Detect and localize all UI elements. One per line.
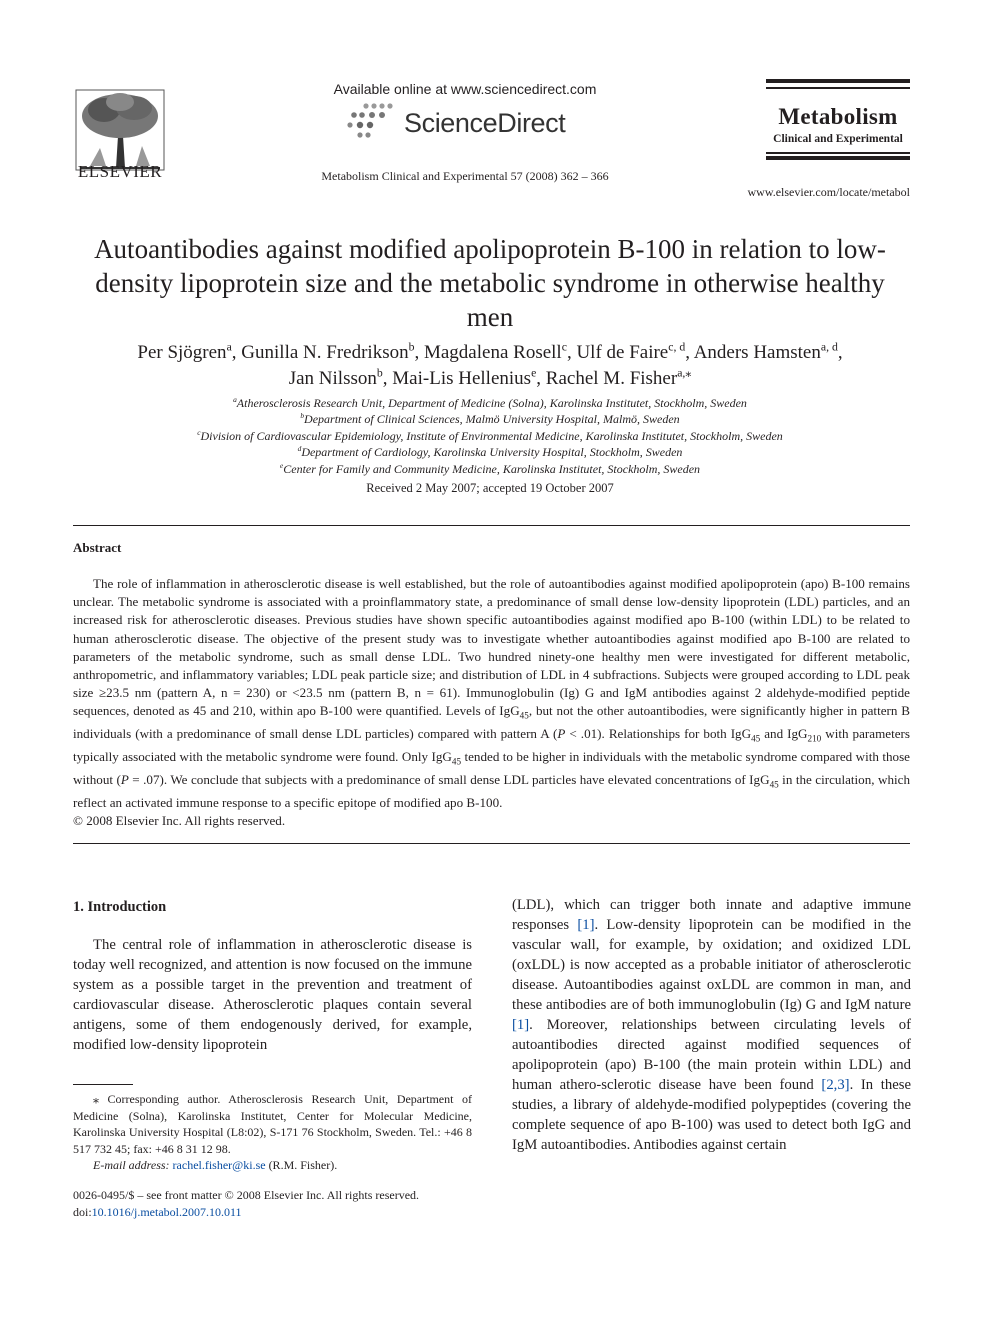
author-affiliation-marker: a <box>226 340 232 354</box>
affiliation-a <box>70 395 910 411</box>
author-list <box>60 340 920 392</box>
section-heading-introduction: 1. Introduction <box>73 899 167 915</box>
divider-bottom <box>73 843 910 844</box>
affiliation-text: Department of Cardiology, Karolinska University Hospital, Stockholm, Sweden <box>301 445 683 459</box>
author-line-2: Jan Nilsson$^b$, Mai-Lis Hellenius$^e$, Rachel M. Fisher$^{a,⁎}$ <box>288 366 692 389</box>
journal-title: Metabolism <box>778 104 898 129</box>
intro-text-span: . Moreover, relationships between circulating levels of autoantibodies directed against modified sequences of apolipoprotein (apo) B-100 (the main protein within LDL) and human athero-sclerotic disease have been found <box>512 1017 911 1093</box>
citation-link[interactable]: [2,3] <box>821 1077 850 1093</box>
journal-subtitle: Clinical and Experimental <box>773 133 903 145</box>
journal-rule-bottom <box>766 156 910 160</box>
sciencedirect-dots-icon <box>346 102 398 140</box>
received-dates: Received 2 May 2007; accepted 19 October 2007 <box>366 481 614 495</box>
journal-citation: Metabolism Clinical and Experimental 57 (2008) 362 – 366 <box>321 169 609 183</box>
affiliation-e <box>70 461 910 477</box>
author-affiliation-marker: b <box>408 340 415 354</box>
divider-top <box>73 525 910 526</box>
intro-right-column <box>512 895 911 1155</box>
sciencedirect-wordmark: ScienceDirect <box>404 108 566 138</box>
journal-rule-top <box>766 79 910 83</box>
author-name: Mai-Lis Hellenius <box>392 368 532 389</box>
affiliation-marker: c <box>197 428 201 437</box>
affiliation-marker: e <box>279 461 284 470</box>
intro-text-span: . In these studies, a library of aldehyde-modified polypeptides (covering the complete sequence of apo B-100) was used to detect both IgG and IgM autoantibodies. Antibodies against certain <box>512 1077 911 1153</box>
author-line-1: Per Sjögren$^a$, Gunilla N. Fredrikson$^b$, Magdalena Rosell$^c$, Ulf de Faire$^{c, d}$, Anders Hamsten$^{a, d}$, <box>137 340 843 363</box>
author-name: Jan Nilsson <box>288 368 377 389</box>
author-name: Rachel M. Fisher <box>545 368 678 389</box>
available-online-text: Available online at www.sciencedirect.com <box>333 81 597 97</box>
imprint <box>73 1187 493 1221</box>
email-link[interactable]: rachel.fisher@ki.se <box>172 1158 266 1173</box>
doi-label: doi: <box>73 1205 92 1219</box>
footnote-rule <box>73 1084 133 1085</box>
article-title: Autoantibodies against modified apolipoprotein B-100 in relation to low-density lipoprotein size and the metabolic syndrome in otherwise healthy men <box>94 234 886 332</box>
abstract-heading: Abstract <box>73 540 122 555</box>
affiliation-d <box>70 444 910 460</box>
affiliation-text: Department of Clinical Sciences, Malmö University Hospital, Malmö, Sweden <box>304 412 680 426</box>
journal-rule-bottom-thin <box>766 152 910 154</box>
author-affiliation-marker: b <box>376 366 383 380</box>
affiliation-text: Division of Cardiovascular Epidemiology, Institute of Environmental Medicine, Karolinska Institutet, Stockholm, Sweden <box>200 429 783 443</box>
email-suffix: (R.M. Fisher). <box>265 1158 338 1173</box>
author-name: Gunilla N. Fredrikson <box>241 342 409 363</box>
author-affiliation-marker: a,⁎ <box>677 366 692 380</box>
issn-line: 0026-0495/$ – see front matter © 2008 Elsevier Inc. All rights reserved. <box>73 1188 420 1202</box>
affiliation-marker: a <box>233 395 237 404</box>
corresponding-author-footnote <box>73 1091 472 1174</box>
affiliation-c <box>70 428 910 444</box>
affiliation-marker: d <box>297 444 302 453</box>
citation-link[interactable]: [1] <box>512 1017 530 1033</box>
citation-link[interactable]: [1] <box>577 917 595 933</box>
author-affiliation-marker: e <box>531 366 537 380</box>
author-name: Per Sjögren <box>137 342 227 363</box>
affiliation-text: Atherosclerosis Research Unit, Department of Medicine (Solna), Karolinska Institutet, Stockholm, Sweden <box>236 396 747 410</box>
author-name: Magdalena Rosell <box>423 342 562 363</box>
author-affiliation-marker: c, d <box>668 340 686 354</box>
copyright-line: © 2008 Elsevier Inc. All rights reserved. <box>73 813 286 828</box>
affiliation-b <box>70 411 910 427</box>
affiliation-text: Center for Family and Community Medicine, Karolinska Institutet, Stockholm, Sweden <box>283 462 701 476</box>
publisher-name: ELSEVIER <box>77 162 163 181</box>
footnote-text: ⁎ Corresponding author. Atherosclerosis Research Unit, Department of Medicine (Solna), Karolinska Institutet, Center for Molecular Medicine, Karolinska University Hospital (L8:02), S-171 76 Stockholm, Sweden. Tel.: +46 8 517 732 45; fax: +46 8 31 12 98. <box>73 1092 472 1156</box>
intro-text-span: (LDL), which can trigger both innate and adaptive immune responses <box>512 897 911 933</box>
journal-url[interactable]: www.elsevier.com/locate/metabol <box>747 185 910 199</box>
intro-text-span: . Low-density lipoprotein can be modified in the vascular wall, for example, by oxidation; and oxidized LDL (oxLDL) is now accepted as a probable initiator of atherosclerotic disease. Autoantibodies against oxLDL are common in man, and these antibodies are of both immunoglobulin (Ig) G and IgM nature <box>512 917 911 1013</box>
author-affiliation-marker: a, d <box>820 340 838 354</box>
author-affiliation-marker: c <box>561 340 567 354</box>
affiliation-marker: b <box>300 411 305 420</box>
journal-rule-top-thin <box>766 87 910 89</box>
email-label: E-mail address: <box>93 1158 170 1173</box>
abstract-text: The role of inflammation in atherosclerotic disease is well established, but the role of autoantibodies against modified apolipoprotein (apo) B-100 remains unclear. The metabolic syndrome is associated with a proinflammatory state, a predominance of small dense low-density lipoprotein (LDL) particles, and an increased risk for atherosclerotic diseases. Previous studies have shown specific autoantibodies against modified apo B-100 (within LDL) to be related to human atherosclerotic disease. The objective of the present study was to investigate whether autoantibodies against modified apo B-100 are related to parameters of the metabolic syndrome, such as small dense LDL. Two hundred ninety-one healthy men were investigated for different metabolic, anthropometric, and inflammatory variables; LDL peak particle size; and distribution of LDL in 4 subfractions. Subjects were grouped according to LDL peak size ≥23.5 nm (pattern A, n = 230) or <23.5 nm (pattern B, n = 61). Immunoglobulin (Ig) G and IgM antibodies against 2 aldehyde-modified peptide sequences, denoted as 45 and 210, within apo B-100 were quantified. Levels of IgG$_{45}$, but not the other autoantibodies, were significantly higher in pattern B individuals (with a predominance of small dense LDL particles) compared with pattern A (P < .01). Relationships for both IgG$_{45}$ and IgG$_{210}$ with parameters typically associated with the metabolic syndrome were found. Only IgG$_{45}$ tended to be higher in individuals with the metabolic syndrome compared with those without (P = .07). We conclude that subjects with a predominance of small dense LDL particles have elevated concentrations of IgG$_{45}$ in the circulation, which reflect an activated immune response to a specific epitope of modified apo B-100. <box>73 576 911 810</box>
email-line <box>73 1157 472 1174</box>
author-name: Ulf de Faire <box>576 342 669 363</box>
author-name: Anders Hamsten <box>693 342 821 363</box>
intro-left-column: The central role of inflammation in atherosclerotic disease is today well recognized, and attention is now focused on the immune system as a possible target in the prevention and treatment of cardiovascular disease. Atherosclerotic plaques contain several antigens, some of them endogenously derived, for example, modified low-density lipoprotein <box>73 937 472 1053</box>
doi-link[interactable]: 10.1016/j.metabol.2007.10.011 <box>91 1205 242 1219</box>
